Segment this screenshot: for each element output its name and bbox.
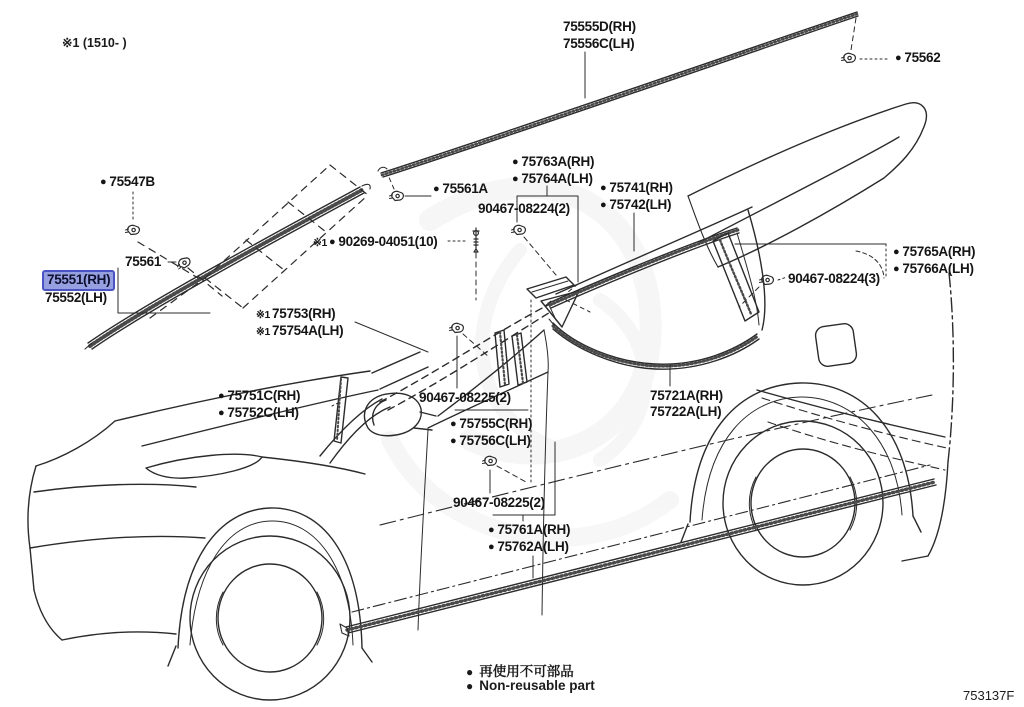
part-label-75752c-lh[interactable]: ● 75752C(LH)	[218, 405, 299, 420]
fuel-lid	[814, 323, 857, 368]
part-label-90467-08224-2[interactable]: 90467-08224(2)	[478, 201, 570, 216]
quarter-pillar-garnish	[713, 233, 759, 321]
part-label-75722a-lh[interactable]: 75722A(LH)	[650, 404, 722, 419]
non-reusable-bullet-icon: ●	[600, 182, 607, 194]
part-label-90467-08224-3[interactable]: 90467-08224(3)	[788, 271, 880, 286]
part-label-75762a-lh[interactable]: ● 75762A(LH)	[488, 539, 569, 554]
part-label-75547b[interactable]: ● 75547B	[100, 174, 155, 189]
part-label-90467-08225-2a[interactable]: 90467-08225(2)	[419, 390, 511, 405]
front-pillar-applique	[334, 377, 348, 443]
part-label-75751c-rh[interactable]: ● 75751C(RH)	[218, 388, 301, 403]
clip-icon	[126, 225, 140, 234]
part-label-75555d-rh[interactable]: 75555D(RH)	[563, 19, 636, 34]
non-reusable-bullet-icon: ●	[100, 176, 107, 188]
part-label-75753-rh[interactable]: ※1 75753(RH)	[256, 306, 336, 321]
non-reusable-bullet-icon: ●	[488, 524, 495, 536]
applicability-note: ※1 (1510- )	[62, 36, 127, 50]
part-label-75556c-lh[interactable]: 75556C(LH)	[563, 36, 635, 51]
non-reusable-bullet-icon: ●	[218, 407, 225, 419]
part-label-75764a-lh[interactable]: ● 75764A(LH)	[512, 171, 593, 186]
part-label-75562[interactable]: ● 75562	[895, 50, 941, 65]
rear-spoiler	[688, 103, 926, 267]
clip-icon	[842, 53, 856, 62]
clip-icon	[450, 323, 464, 332]
non-reusable-bullet-icon: ●	[600, 199, 607, 211]
non-reusable-bullet-icon: ●	[893, 246, 900, 258]
non-reusable-bullet-icon: ●	[433, 183, 440, 195]
ref-mark: ※1	[313, 237, 328, 249]
ref-mark: ※1	[256, 326, 271, 338]
non-reusable-bullet-icon: ●	[218, 390, 225, 402]
non-reusable-bullet-icon: ●	[466, 679, 474, 693]
part-label-75766a-lh[interactable]: ● 75766A(LH)	[893, 261, 974, 276]
part-label-75756c-lh[interactable]: ● 75756C(LH)	[450, 433, 531, 448]
part-label-75755c-rh[interactable]: ● 75755C(RH)	[450, 416, 533, 431]
non-reusable-bullet-icon: ●	[893, 263, 900, 275]
front-wheel	[168, 508, 372, 700]
part-label-90467-08225-2b[interactable]: 90467-08225(2)	[453, 495, 545, 510]
non-reusable-bullet-icon: ●	[512, 173, 519, 185]
clip-icon	[760, 275, 774, 284]
non-reusable-bullet-icon: ●	[450, 418, 457, 430]
non-reusable-bullet-icon: ●	[512, 156, 519, 168]
part-label-75561[interactable]: 75561	[125, 254, 162, 269]
non-reusable-bullet-icon: ●	[466, 665, 474, 679]
non-reusable-bullet-icon: ●	[488, 541, 495, 553]
clip-icon	[512, 225, 526, 234]
non-reusable-bullet-icon: ●	[450, 435, 457, 447]
non-reusable-bullet-icon: ●	[329, 236, 336, 248]
part-label-90269-04051[interactable]: ※1 ● 90269-04051(10)	[313, 234, 438, 249]
figure-code: 753137F	[963, 688, 1015, 703]
part-label-75763a-rh[interactable]: ● 75763A(RH)	[512, 154, 595, 169]
clip-icon	[390, 191, 404, 200]
part-label-75551-rh[interactable]	[47, 272, 115, 291]
part-label-75754a-lh[interactable]: ※1 75754A(LH)	[256, 323, 344, 338]
part-label-75552-lh[interactable]: 75552(LH)	[45, 290, 107, 305]
part-label-75561a[interactable]: ● 75561A	[433, 181, 488, 196]
selected-part-highlight: 75551(RH)	[42, 270, 115, 291]
screw-icon	[473, 228, 479, 252]
non-reusable-bullet-icon: ●	[895, 52, 902, 64]
legend-non-reusable-jp: ● 再使用不可部品	[466, 664, 574, 679]
part-label-75742-lh[interactable]: ● 75742(LH)	[600, 197, 672, 212]
part-label-75765a-rh[interactable]: ● 75765A(RH)	[893, 244, 976, 259]
legend-non-reusable-en: ● Non-reusable part	[466, 678, 595, 693]
part-label-75741-rh[interactable]: ● 75741(RH)	[600, 180, 673, 195]
ref-mark: ※1	[256, 309, 271, 321]
part-label-75721a-rh[interactable]: 75721A(RH)	[650, 388, 723, 403]
part-label-75761a-rh[interactable]: ● 75761A(RH)	[488, 522, 571, 537]
